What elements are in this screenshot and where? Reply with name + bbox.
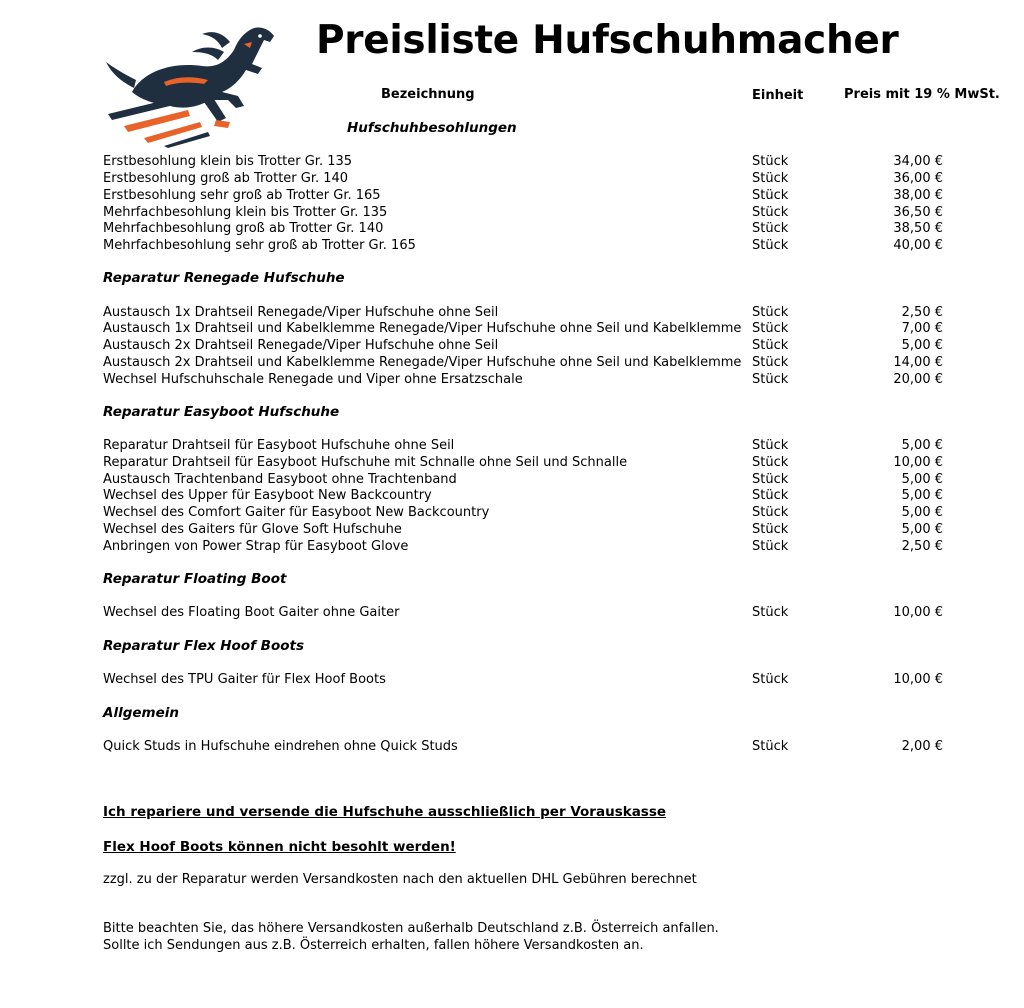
item-price: 38,00 € [893, 188, 943, 203]
price-row [0, 504, 1024, 521]
item-price: 7,00 € [901, 321, 943, 336]
item-description: Mehrfachbesohlung groß ab Trotter Gr. 140 [103, 221, 384, 236]
price-row [0, 454, 1024, 471]
price-row [0, 337, 1024, 354]
section-title-hufschuhbesohlungen: Hufschuhbesohlungen [347, 120, 517, 136]
section-title-flex-hoof: Reparatur Flex Hoof Boots [103, 638, 305, 654]
price-row [0, 220, 1024, 237]
item-unit: Stück [752, 505, 789, 520]
item-description: Wechsel Hufschuhschale Renegade und Viper ohne Ersatzschale [103, 372, 523, 387]
item-unit: Stück [752, 739, 789, 754]
item-price: 14,00 € [893, 355, 943, 370]
item-price: 34,00 € [893, 154, 943, 169]
item-unit: Stück [752, 171, 789, 186]
section-title-floating-boot: Reparatur Floating Boot [103, 571, 287, 587]
page-title: Preisliste Hufschuhmacher [316, 18, 899, 63]
item-unit: Stück [752, 238, 789, 253]
item-price: 5,00 € [901, 472, 943, 487]
price-row [0, 671, 1024, 688]
column-header-price: Preis mit 19 % MwSt. [844, 87, 1000, 102]
item-price: 2,00 € [901, 739, 943, 754]
item-price: 2,50 € [901, 305, 943, 320]
item-unit: Stück [752, 372, 789, 387]
prepayment-notice: Ich repariere und versende die Hufschuhe ausschließlich per Vorauskasse [103, 804, 667, 820]
item-unit: Stück [752, 472, 789, 487]
item-price: 10,00 € [893, 672, 943, 687]
price-row [0, 487, 1024, 504]
price-row [0, 471, 1024, 488]
item-unit: Stück [752, 455, 789, 470]
price-row [0, 354, 1024, 371]
item-description: Mehrfachbesohlung klein bis Trotter Gr. 135 [103, 205, 388, 220]
price-row [0, 204, 1024, 221]
price-row [0, 187, 1024, 204]
item-price: 20,00 € [893, 372, 943, 387]
price-row [0, 304, 1024, 321]
item-price: 10,00 € [893, 455, 943, 470]
column-header-unit: Einheit [752, 88, 804, 103]
item-price: 5,00 € [901, 438, 943, 453]
item-unit: Stück [752, 305, 789, 320]
item-unit: Stück [752, 488, 789, 503]
item-price: 5,00 € [901, 338, 943, 353]
section-title-renegade: Reparatur Renegade Hufschuhe [103, 270, 345, 286]
item-description: Erstbesohlung sehr groß ab Trotter Gr. 165 [103, 188, 381, 203]
item-description: Erstbesohlung klein bis Trotter Gr. 135 [103, 154, 353, 169]
item-unit: Stück [752, 205, 789, 220]
item-unit: Stück [752, 221, 789, 236]
item-description: Quick Studs in Hufschuhe eindrehen ohne Quick Studs [103, 739, 458, 754]
item-description: Mehrfachbesohlung sehr groß ab Trotter Gr. 165 [103, 238, 416, 253]
item-price: 10,00 € [893, 605, 943, 620]
horse-logo [104, 22, 276, 148]
item-description: Wechsel des Comfort Gaiter für Easyboot New Backcountry [103, 505, 490, 520]
item-price: 36,50 € [893, 205, 943, 220]
item-description: Wechsel des Floating Boot Gaiter ohne Gaiter [103, 605, 400, 620]
item-description: Wechsel des Upper für Easyboot New Backcountry [103, 488, 432, 503]
abroad-note-line-2: Sollte ich Sendungen aus z.B. Österreich erhalten, fallen höhere Versandkosten an. [103, 938, 644, 953]
item-unit: Stück [752, 672, 789, 687]
item-description: Austausch 1x Drahtseil Renegade/Viper Hufschuhe ohne Seil [103, 305, 499, 320]
item-price: 5,00 € [901, 488, 943, 503]
item-price: 5,00 € [901, 522, 943, 537]
item-price: 40,00 € [893, 238, 943, 253]
item-unit: Stück [752, 188, 789, 203]
price-row [0, 521, 1024, 538]
abroad-note-line-1: Bitte beachten Sie, das höhere Versandkosten außerhalb Deutschland z.B. Österreich anfallen. [103, 921, 719, 936]
item-price: 2,50 € [901, 539, 943, 554]
column-header-description: Bezeichnung [381, 87, 475, 102]
section-title-allgemein: Allgemein [103, 705, 179, 721]
item-description: Austausch Trachtenband Easyboot ohne Trachtenband [103, 472, 457, 487]
item-unit: Stück [752, 605, 789, 620]
item-price: 36,00 € [893, 171, 943, 186]
price-row [0, 153, 1024, 170]
item-unit: Stück [752, 321, 789, 336]
item-price: 38,50 € [893, 221, 943, 236]
price-row [0, 538, 1024, 555]
section-title-easyboot: Reparatur Easyboot Hufschuhe [103, 404, 340, 420]
item-price: 5,00 € [901, 505, 943, 520]
item-description: Anbringen von Power Strap für Easyboot Glove [103, 539, 409, 554]
item-description: Wechsel des TPU Gaiter für Flex Hoof Boots [103, 672, 386, 687]
item-description: Austausch 2x Drahtseil Renegade/Viper Hufschuhe ohne Seil [103, 338, 499, 353]
item-unit: Stück [752, 522, 789, 537]
item-unit: Stück [752, 154, 789, 169]
price-row [0, 320, 1024, 337]
price-row [0, 371, 1024, 388]
price-row [0, 437, 1024, 454]
price-row [0, 237, 1024, 254]
price-row [0, 604, 1024, 621]
price-row [0, 170, 1024, 187]
item-description: Austausch 2x Drahtseil und Kabelklemme Renegade/Viper Hufschuhe ohne Seil und Kabelklemme [103, 355, 742, 370]
shipping-note: zzgl. zu der Reparatur werden Versandkosten nach den aktuellen DHL Gebühren berechnet [103, 872, 697, 887]
item-unit: Stück [752, 355, 789, 370]
item-description: Reparatur Drahtseil für Easyboot Hufschuhe ohne Seil [103, 438, 455, 453]
item-unit: Stück [752, 438, 789, 453]
price-row [0, 738, 1024, 755]
flex-hoof-notice: Flex Hoof Boots können nicht besohlt werden! [103, 839, 456, 855]
item-description: Austausch 1x Drahtseil und Kabelklemme Renegade/Viper Hufschuhe ohne Seil und Kabelklemme [103, 321, 742, 336]
item-description: Erstbesohlung groß ab Trotter Gr. 140 [103, 171, 349, 186]
item-unit: Stück [752, 539, 789, 554]
item-description: Reparatur Drahtseil für Easyboot Hufschuhe mit Schnalle ohne Seil und Schnalle [103, 455, 628, 470]
item-description: Wechsel des Gaiters für Glove Soft Hufschuhe [103, 522, 402, 537]
item-unit: Stück [752, 338, 789, 353]
